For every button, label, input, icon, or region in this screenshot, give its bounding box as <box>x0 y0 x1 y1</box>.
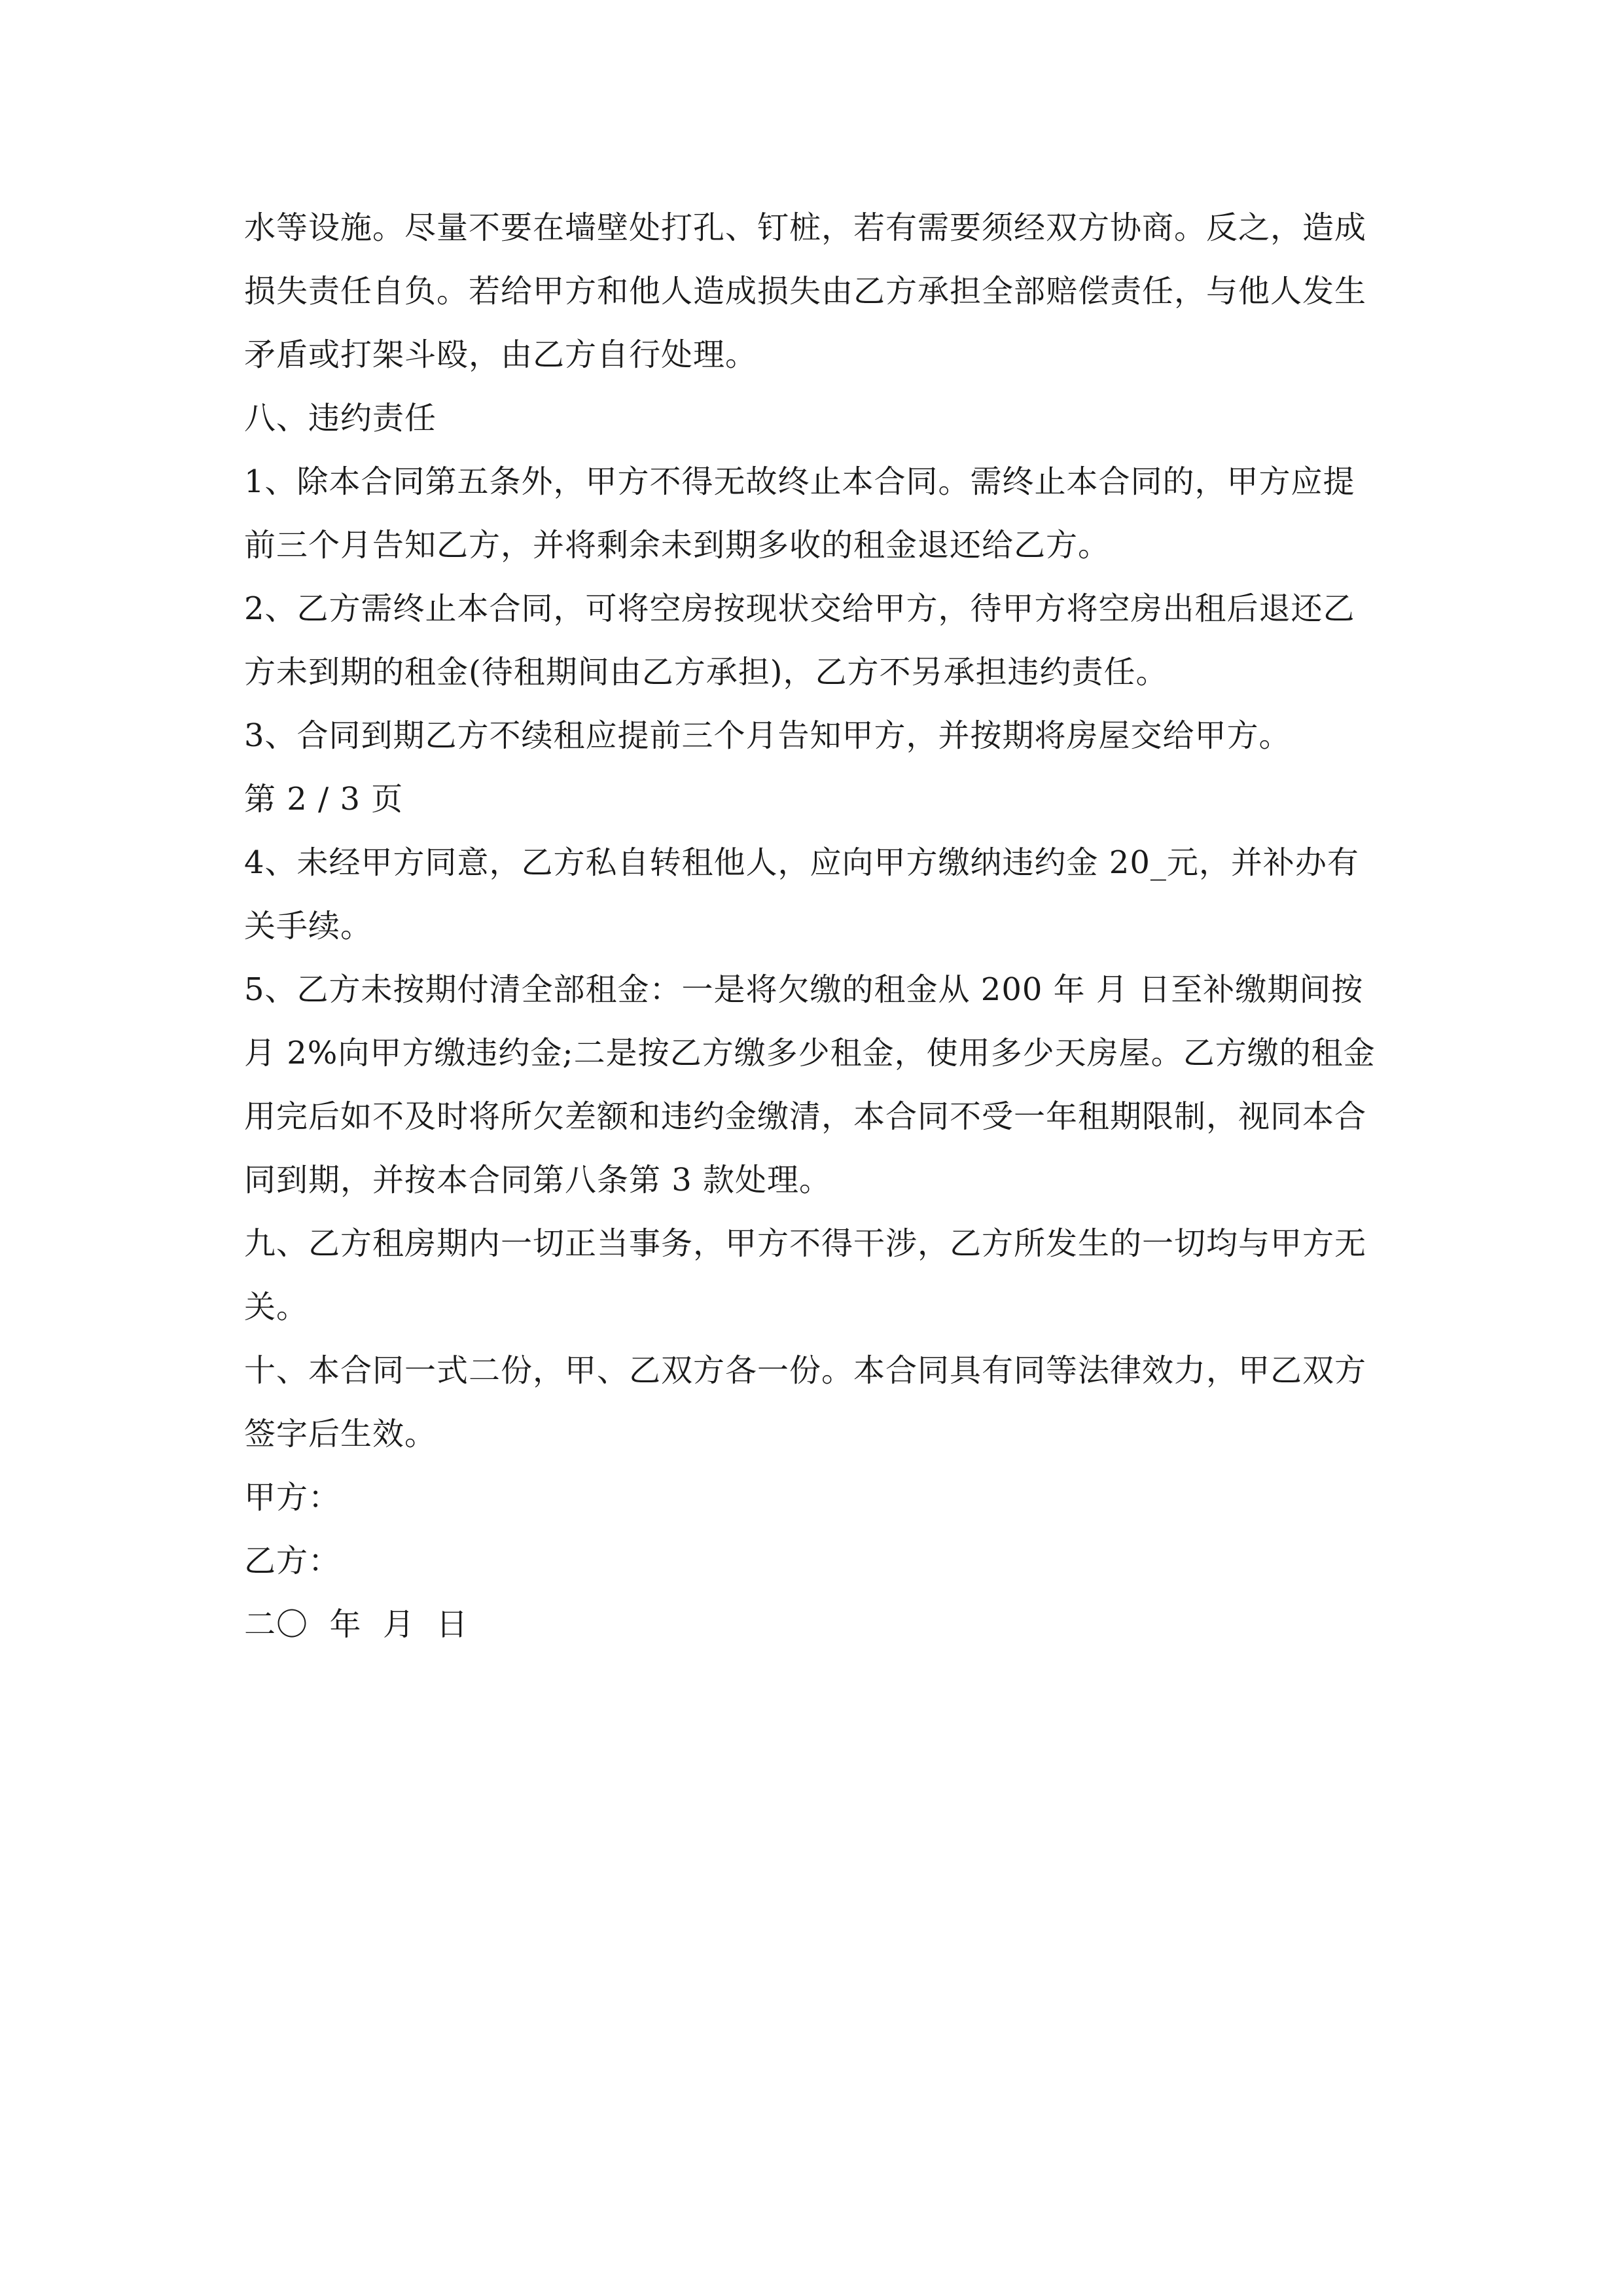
text-line: 方未到期的租金(待租期间由乙方承担)，乙方不另承担违约责任。 <box>244 654 1168 691</box>
text-line: 八、违约责任 <box>244 400 437 437</box>
text-line: 4、未经甲方同意，乙方私自转租他人，应向甲方缴纳违约金 20_元，并补办有 <box>244 844 1359 881</box>
text-line: 关手续。 <box>244 908 373 944</box>
clause-3 <box>244 704 1380 768</box>
text-line: 关。 <box>244 1289 309 1325</box>
text-line: 十、本合同一式二份，甲、乙双方各一份。本合同具有同等法律效力，甲乙双方 <box>244 1352 1367 1389</box>
text-line: 月 2%向甲方缴违约金;二是按乙方缴多少租金，使用多少天房屋。乙方缴的租金 <box>244 1035 1376 1071</box>
text-line: 5、乙方未按期付清全部租金：一是将欠缴的租金从 200 年 月 日至补缴期间按 <box>244 971 1364 1008</box>
signature-party-b <box>244 1530 1380 1593</box>
text-line: 用完后如不及时将所欠差额和违约金缴清，本合同不受一年租期限制，视同本合 <box>244 1098 1367 1135</box>
signature-date <box>244 1593 1380 1657</box>
text-line: 损失责任自负。若给甲方和他人造成损失由乙方承担全部赔偿责任，与他人发生 <box>244 273 1367 310</box>
clause-1 <box>244 450 1380 577</box>
clause-4 <box>244 831 1380 958</box>
clause-2 <box>244 577 1380 704</box>
paragraph-facilities <box>244 196 1380 387</box>
text-line: 1、除本合同第五条外，甲方不得无故终止本合同。需终止本合同的，甲方应提 <box>244 463 1355 500</box>
text-line: 同到期，并按本合同第八条第 3 款处理。 <box>244 1162 832 1198</box>
section-nine <box>244 1212 1380 1339</box>
text-line: 第 2 / 3 页 <box>244 781 404 817</box>
text-line: 水等设施。尽量不要在墙壁处打孔、钉桩，若有需要须经双方协商。反之，造成 <box>244 209 1367 246</box>
text-line: 二〇 年 月 日 <box>244 1606 469 1643</box>
text-line: 甲方： <box>244 1479 341 1516</box>
text-line: 九、乙方租房期内一切正当事务，甲方不得干涉，乙方所发生的一切均与甲方无 <box>244 1225 1367 1262</box>
section-ten <box>244 1339 1380 1466</box>
document-body <box>244 196 1380 1657</box>
text-line: 签字后生效。 <box>244 1416 437 1452</box>
section-heading-breach <box>244 387 1380 450</box>
signature-party-a <box>244 1466 1380 1530</box>
clause-5 <box>244 958 1380 1212</box>
page-number <box>244 768 1380 831</box>
text-line: 前三个月告知乙方，并将剩余未到期多收的租金退还给乙方。 <box>244 527 1111 564</box>
text-line: 2、乙方需终止本合同，可将空房按现状交给甲方，待甲方将空房出租后退还乙 <box>244 590 1355 627</box>
text-line: 矛盾或打架斗殴，由乙方自行处理。 <box>244 336 758 373</box>
text-line: 乙方： <box>244 1543 341 1579</box>
text-line: 3、合同到期乙方不续租应提前三个月告知甲方，并按期将房屋交给甲方。 <box>244 717 1291 754</box>
